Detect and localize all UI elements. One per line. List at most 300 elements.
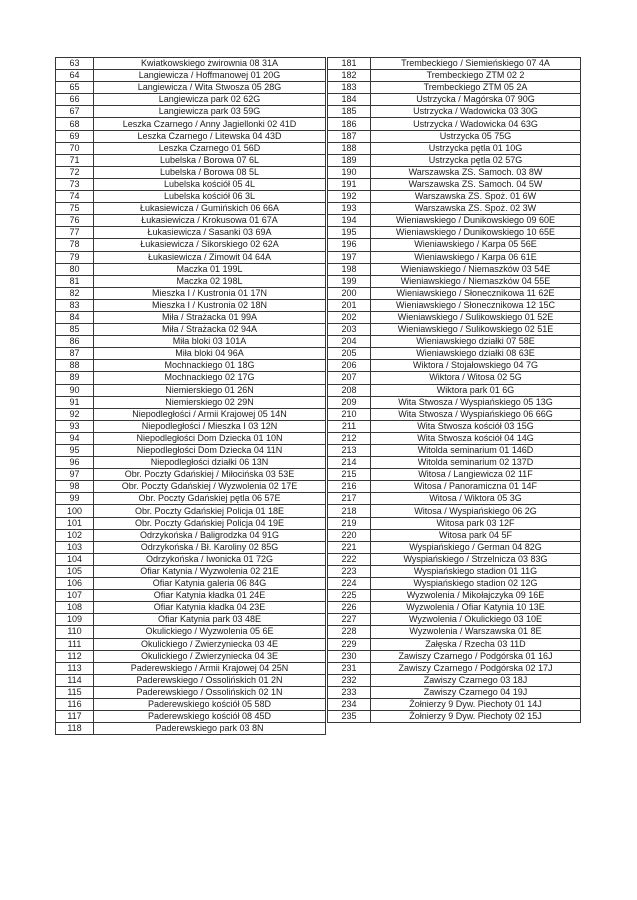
table-row <box>328 420 581 432</box>
stop-name-cell: Lubelska / Borowa 07 6L <box>94 154 326 166</box>
stop-name-cell: Witosa / Langiewicza 02 11F <box>371 469 581 481</box>
stop-number-cell: 63 <box>56 58 94 70</box>
stop-name-cell: Wieniawskiego / Karpa 06 61E <box>371 251 581 263</box>
table-row <box>328 311 581 323</box>
stop-number-cell: 235 <box>328 711 371 723</box>
table-row <box>328 614 581 626</box>
table-row <box>328 396 581 408</box>
stop-name-cell: Wieniawskiego / Niemaszków 04 55E <box>371 275 581 287</box>
stop-number-cell: 222 <box>328 553 371 565</box>
table-row <box>56 154 326 166</box>
table-row <box>328 602 581 614</box>
stop-number-cell: 190 <box>328 166 371 178</box>
stop-name-cell: Miła bloki 03 101A <box>94 336 326 348</box>
stop-number-cell: 209 <box>328 396 371 408</box>
stop-name-cell: Maczka 01 199L <box>94 263 326 275</box>
stop-name-cell: Niepodległości Dom Dziecka 01 10N <box>94 432 326 444</box>
table-row <box>56 638 326 650</box>
stop-name-cell: Zawiszy Czarnego 03 18J <box>371 674 581 686</box>
stop-name-cell: Wieniawskiego / Karpa 05 56E <box>371 239 581 251</box>
stop-name-cell: Niemierskiego 01 26N <box>94 384 326 396</box>
stop-name-cell: Witosa park 03 12F <box>371 517 581 529</box>
stop-name-cell: Niemierskiego 02 29N <box>94 396 326 408</box>
stop-name-cell: Wyzwolenia / Ofiar Katynia 10 13E <box>371 602 581 614</box>
stop-number-cell: 78 <box>56 239 94 251</box>
stop-name-cell: Paderewskiego kościół 05 58D <box>94 698 326 710</box>
stop-number-cell: 91 <box>56 396 94 408</box>
stop-name-cell: Żołnierzy 9 Dyw. Piechoty 02 15J <box>371 711 581 723</box>
stop-number-cell: 217 <box>328 493 371 505</box>
table-row <box>56 420 326 432</box>
stop-name-cell: Żołnierzy 9 Dyw. Piechoty 01 14J <box>371 698 581 710</box>
stop-name-cell: Paderewskiego park 03 8N <box>94 723 326 735</box>
stop-number-cell: 104 <box>56 553 94 565</box>
stop-number-cell: 215 <box>328 469 371 481</box>
stop-name-cell: Witosa / Wiktora 05 3G <box>371 493 581 505</box>
stop-name-cell: Ustrzycka / Wadowicka 03 30G <box>371 106 581 118</box>
stop-number-cell: 84 <box>56 311 94 323</box>
table-row <box>56 529 326 541</box>
table-row <box>328 372 581 384</box>
stop-name-cell: Witosa / Panoramiczna 01 14F <box>371 481 581 493</box>
stop-name-cell: Wyspiańskiego stadion 02 12G <box>371 578 581 590</box>
stop-number-cell: 82 <box>56 287 94 299</box>
stop-number-cell: 200 <box>328 287 371 299</box>
stop-number-cell: 80 <box>56 263 94 275</box>
stop-name-cell: Wita Stwosza / Wyspiańskiego 06 66G <box>371 408 581 420</box>
stop-name-cell: Łukasiewicza / Sasanki 03 69A <box>94 227 326 239</box>
table-row <box>328 432 581 444</box>
stop-number-cell: 201 <box>328 299 371 311</box>
table-row <box>328 408 581 420</box>
table-row <box>328 457 581 469</box>
stop-name-cell: Paderewskiego / Ossolińskich 02 1N <box>94 686 326 698</box>
stop-name-cell: Ustrzycka / Wadowicka 04 63G <box>371 118 581 130</box>
stop-name-cell: Paderewskiego kościół 08 45D <box>94 711 326 723</box>
table-row <box>328 203 581 215</box>
stop-number-cell: 233 <box>328 686 371 698</box>
stop-number-cell: 188 <box>328 142 371 154</box>
stop-number-cell: 204 <box>328 336 371 348</box>
table-row <box>56 553 326 565</box>
stop-number-cell: 90 <box>56 384 94 396</box>
stop-number-cell: 234 <box>328 698 371 710</box>
table-row <box>328 118 581 130</box>
stop-name-cell: Wiktora / Witosa 02 5G <box>371 372 581 384</box>
stop-name-cell: Ustrzycka 05 75G <box>371 130 581 142</box>
stop-number-cell: 189 <box>328 154 371 166</box>
stop-name-cell: Łukasiewicza / Gumińskich 06 66A <box>94 203 326 215</box>
table-row <box>56 299 326 311</box>
table-row <box>56 686 326 698</box>
table-row <box>56 191 326 203</box>
stop-number-cell: 103 <box>56 541 94 553</box>
stop-name-cell: Łukasiewicza / Sikorskiego 02 62A <box>94 239 326 251</box>
stop-number-cell: 198 <box>328 263 371 275</box>
table-row <box>328 565 581 577</box>
stop-number-cell: 184 <box>328 94 371 106</box>
table-row <box>328 348 581 360</box>
stop-number-cell: 101 <box>56 517 94 529</box>
stop-number-cell: 72 <box>56 166 94 178</box>
stop-name-cell: Langiewicza / Hoffmanowej 01 20G <box>94 70 326 82</box>
table-row <box>56 541 326 553</box>
table-row <box>328 481 581 493</box>
table-row <box>328 541 581 553</box>
table-row <box>56 360 326 372</box>
stop-number-cell: 206 <box>328 360 371 372</box>
stop-number-cell: 181 <box>328 58 371 70</box>
table-row <box>328 336 581 348</box>
table-row <box>56 650 326 662</box>
stop-number-cell: 66 <box>56 94 94 106</box>
stop-name-cell: Obr. Poczty Gdańskiej Policja 01 18E <box>94 505 326 517</box>
table-row <box>56 457 326 469</box>
stop-number-cell: 231 <box>328 662 371 674</box>
stop-number-cell: 228 <box>328 626 371 638</box>
stop-name-cell: Wyzwolenia / Okulickiego 03 10E <box>371 614 581 626</box>
stop-name-cell: Obr. Poczty Gdańskiej / Wyzwolenia 02 17E <box>94 481 326 493</box>
stop-name-cell: Langiewicza park 03 59G <box>94 106 326 118</box>
stop-number-cell: 192 <box>328 191 371 203</box>
table-row <box>328 70 581 82</box>
stop-number-cell: 218 <box>328 505 371 517</box>
stop-name-cell: Langiewicza / Wita Stwosza 05 28G <box>94 82 326 94</box>
table-row <box>56 263 326 275</box>
table-row <box>328 638 581 650</box>
stop-name-cell: Okulickiego / Zwierzyniecka 03 4E <box>94 638 326 650</box>
stop-name-cell: Wyzwolenia / Mikołajczyka 09 16E <box>371 590 581 602</box>
stop-number-cell: 79 <box>56 251 94 263</box>
stop-number-cell: 100 <box>56 505 94 517</box>
stop-name-cell: Zawiszy Czarnego / Podgórska 02 17J <box>371 662 581 674</box>
table-row <box>328 674 581 686</box>
table-row <box>56 578 326 590</box>
table-row <box>328 94 581 106</box>
stop-name-cell: Mieszka I / Kustronia 02 18N <box>94 299 326 311</box>
table-row <box>328 324 581 336</box>
table-row <box>56 698 326 710</box>
stop-number-cell: 199 <box>328 275 371 287</box>
table-row <box>328 505 581 517</box>
stop-number-cell: 115 <box>56 686 94 698</box>
stop-name-cell: Miła / Strażacka 01 99A <box>94 311 326 323</box>
table-row <box>56 602 326 614</box>
stop-number-cell: 83 <box>56 299 94 311</box>
stop-number-cell: 69 <box>56 130 94 142</box>
table-row <box>56 215 326 227</box>
stop-name-cell: Niepodległości / Armii Krajowej 05 14N <box>94 408 326 420</box>
table-row <box>56 505 326 517</box>
table-row <box>328 251 581 263</box>
table-row <box>328 299 581 311</box>
stop-name-cell: Trembeckiego ZTM 05 2A <box>371 82 581 94</box>
stop-number-cell: 185 <box>328 106 371 118</box>
stop-number-cell: 68 <box>56 118 94 130</box>
table-row <box>328 493 581 505</box>
table-row <box>328 711 581 723</box>
table-row <box>56 70 326 82</box>
stop-number-cell: 216 <box>328 481 371 493</box>
stop-name-cell: Okulickiego / Wyzwolenia 05 6E <box>94 626 326 638</box>
stop-name-cell: Trembeckiego / Siemieńskiego 07 4A <box>371 58 581 70</box>
table-row <box>328 650 581 662</box>
table-row <box>56 118 326 130</box>
stop-name-cell: Ofiar Katynia / Wyzwolenia 02 21E <box>94 565 326 577</box>
table-row <box>56 384 326 396</box>
stop-name-cell: Wieniawskiego / Słonecznikowa 11 62E <box>371 287 581 299</box>
table-row <box>56 251 326 263</box>
stop-number-cell: 186 <box>328 118 371 130</box>
table-row <box>56 590 326 602</box>
stop-name-cell: Wyzwolenia / Warszawska 01 8E <box>371 626 581 638</box>
stop-name-cell: Wieniawskiego / Słonecznikowa 12 15C <box>371 299 581 311</box>
stop-number-cell: 71 <box>56 154 94 166</box>
stop-number-cell: 85 <box>56 324 94 336</box>
table-row <box>56 517 326 529</box>
table-row <box>56 130 326 142</box>
stop-name-cell: Obr. Poczty Gdańskiej / Miłocińska 03 53E <box>94 469 326 481</box>
stop-name-cell: Wita Stwosza kościół 04 14G <box>371 432 581 444</box>
stop-number-cell: 105 <box>56 565 94 577</box>
stop-name-cell: Wieniawskiego / Niemaszków 03 54E <box>371 263 581 275</box>
stop-name-cell: Langiewicza park 02 62G <box>94 94 326 106</box>
table-row <box>56 711 326 723</box>
table-row <box>56 469 326 481</box>
stop-name-cell: Zawiszy Czarnego / Podgórska 01 16J <box>371 650 581 662</box>
stop-name-cell: Wieniawskiego / Dunikowskiego 09 60E <box>371 215 581 227</box>
stop-name-cell: Ofiar Katynia kładka 04 23E <box>94 602 326 614</box>
stop-name-cell: Niepodległości działki 06 13N <box>94 457 326 469</box>
table-row <box>56 348 326 360</box>
table-row <box>56 445 326 457</box>
stop-name-cell: Witosa / Wyspiańskiego 06 2G <box>371 505 581 517</box>
table-row <box>56 239 326 251</box>
stop-number-cell: 76 <box>56 215 94 227</box>
table-row <box>328 142 581 154</box>
stop-name-cell: Odrzykońska / Iwonicka 01 72G <box>94 553 326 565</box>
stop-name-cell: Wyspiańskiego stadion 01 11G <box>371 565 581 577</box>
stop-number-cell: 116 <box>56 698 94 710</box>
table-row <box>328 215 581 227</box>
table-row <box>56 432 326 444</box>
stop-number-cell: 224 <box>328 578 371 590</box>
stop-number-cell: 74 <box>56 191 94 203</box>
stop-name-cell: Wieniawskiego działki 07 58E <box>371 336 581 348</box>
stop-name-cell: Warszawska ZS. Samoch. 03 8W <box>371 166 581 178</box>
stop-number-cell: 117 <box>56 711 94 723</box>
stop-number-cell: 114 <box>56 674 94 686</box>
stop-name-cell: Mieszka I / Kustronia 01 17N <box>94 287 326 299</box>
table-row <box>56 324 326 336</box>
stop-number-cell: 107 <box>56 590 94 602</box>
stop-name-cell: Witolda seminarium 02 137D <box>371 457 581 469</box>
table-row <box>56 408 326 420</box>
table-row <box>56 626 326 638</box>
stop-name-cell: Lubelska / Borowa 08 5L <box>94 166 326 178</box>
stop-name-cell: Mochnackiego 01 18G <box>94 360 326 372</box>
stop-name-cell: Okulickiego / Zwierzyniecka 04 3E <box>94 650 326 662</box>
stops-table-right-body <box>328 58 581 723</box>
stop-name-cell: Obr. Poczty Gdańskiej pętla 06 57E <box>94 493 326 505</box>
stops-table-left-body <box>56 58 326 735</box>
table-row <box>328 469 581 481</box>
stop-number-cell: 87 <box>56 348 94 360</box>
stop-name-cell: Zawiszy Czarnego 04 19J <box>371 686 581 698</box>
table-row <box>56 493 326 505</box>
stop-name-cell: Maczka 02 198L <box>94 275 326 287</box>
stop-name-cell: Niepodległości Dom Dziecka 04 11N <box>94 445 326 457</box>
stops-table-left <box>55 57 326 735</box>
table-row <box>328 384 581 396</box>
stop-number-cell: 214 <box>328 457 371 469</box>
stop-name-cell: Kwiatkowskiego żwirownia 08 31A <box>94 58 326 70</box>
stop-number-cell: 65 <box>56 82 94 94</box>
stop-number-cell: 92 <box>56 408 94 420</box>
table-row <box>56 311 326 323</box>
stop-name-cell: Wieniawskiego / Sulikowskiego 01 52E <box>371 311 581 323</box>
stop-name-cell: Wiktora park 01 6G <box>371 384 581 396</box>
stop-number-cell: 197 <box>328 251 371 263</box>
table-row <box>328 58 581 70</box>
stop-name-cell: Łukasiewicza / Zimowit 04 64A <box>94 251 326 263</box>
stop-number-cell: 220 <box>328 529 371 541</box>
stop-number-cell: 73 <box>56 178 94 190</box>
stop-number-cell: 230 <box>328 650 371 662</box>
stop-number-cell: 112 <box>56 650 94 662</box>
stop-name-cell: Lubelska kościół 06 3L <box>94 191 326 203</box>
stop-number-cell: 86 <box>56 336 94 348</box>
stop-name-cell: Paderewskiego / Ossolińskich 01 2N <box>94 674 326 686</box>
table-row <box>328 154 581 166</box>
table-row <box>328 227 581 239</box>
table-row <box>328 191 581 203</box>
stop-number-cell: 183 <box>328 82 371 94</box>
table-row <box>56 372 326 384</box>
stop-number-cell: 88 <box>56 360 94 372</box>
stop-number-cell: 229 <box>328 638 371 650</box>
table-row <box>328 662 581 674</box>
stop-number-cell: 70 <box>56 142 94 154</box>
table-row <box>56 396 326 408</box>
table-row <box>328 263 581 275</box>
stop-number-cell: 211 <box>328 420 371 432</box>
table-row <box>328 275 581 287</box>
stop-name-cell: Leszka Czarnego / Anny Jagiellonki 02 41D <box>94 118 326 130</box>
table-row <box>56 287 326 299</box>
stop-name-cell: Ustrzycka pętla 02 57G <box>371 154 581 166</box>
table-row <box>56 106 326 118</box>
stop-number-cell: 102 <box>56 529 94 541</box>
stop-number-cell: 97 <box>56 469 94 481</box>
table-row <box>56 58 326 70</box>
stop-name-cell: Obr. Poczty Gdańskiej Policja 04 19E <box>94 517 326 529</box>
stop-number-cell: 111 <box>56 638 94 650</box>
stop-name-cell: Warszawska ZS. Spoż. 01 6W <box>371 191 581 203</box>
stop-number-cell: 202 <box>328 311 371 323</box>
stops-table-right <box>327 57 581 723</box>
stop-name-cell: Warszawska ZS. Spoż. 02 3W <box>371 203 581 215</box>
stop-number-cell: 77 <box>56 227 94 239</box>
table-row <box>328 287 581 299</box>
table-row <box>56 94 326 106</box>
stop-number-cell: 93 <box>56 420 94 432</box>
stop-name-cell: Miła bloki 04 96A <box>94 348 326 360</box>
stop-number-cell: 182 <box>328 70 371 82</box>
stop-name-cell: Wieniawskiego działki 08 63E <box>371 348 581 360</box>
stop-number-cell: 208 <box>328 384 371 396</box>
table-row <box>328 82 581 94</box>
stop-number-cell: 219 <box>328 517 371 529</box>
table-row <box>328 130 581 142</box>
stop-number-cell: 118 <box>56 723 94 735</box>
table-row <box>56 481 326 493</box>
stop-number-cell: 210 <box>328 408 371 420</box>
stop-name-cell: Mochnackiego 02 17G <box>94 372 326 384</box>
table-row <box>328 166 581 178</box>
stop-name-cell: Ofiar Katynia park 03 48E <box>94 614 326 626</box>
stop-number-cell: 94 <box>56 432 94 444</box>
stop-name-cell: Trembeckiego ZTM 02 2 <box>371 70 581 82</box>
table-row <box>328 590 581 602</box>
stop-number-cell: 223 <box>328 565 371 577</box>
stop-number-cell: 212 <box>328 432 371 444</box>
table-row <box>56 662 326 674</box>
stop-number-cell: 67 <box>56 106 94 118</box>
stop-name-cell: Niepodległości / Mieszka I 03 12N <box>94 420 326 432</box>
stop-number-cell: 221 <box>328 541 371 553</box>
stop-name-cell: Wiktora / Stojałowskiego 04 7G <box>371 360 581 372</box>
stop-name-cell: Ustrzycka / Magórska 07 90G <box>371 94 581 106</box>
stop-number-cell: 196 <box>328 239 371 251</box>
stop-number-cell: 194 <box>328 215 371 227</box>
stop-number-cell: 95 <box>56 445 94 457</box>
table-row <box>328 360 581 372</box>
stop-name-cell: Witolda seminarium 01 146D <box>371 445 581 457</box>
stop-name-cell: Ofiar Katynia galeria 06 84G <box>94 578 326 590</box>
stop-number-cell: 96 <box>56 457 94 469</box>
stop-name-cell: Ofiar Katynia kładka 01 24E <box>94 590 326 602</box>
table-row <box>328 239 581 251</box>
stop-number-cell: 108 <box>56 602 94 614</box>
stop-name-cell: Łukasiewicza / Krokusowa 01 67A <box>94 215 326 227</box>
stop-number-cell: 98 <box>56 481 94 493</box>
table-row <box>328 529 581 541</box>
stop-number-cell: 191 <box>328 178 371 190</box>
table-row <box>56 614 326 626</box>
stop-name-cell: Wyspiańskiego / Strzelnicza 03 83G <box>371 553 581 565</box>
table-row <box>56 275 326 287</box>
stop-number-cell: 109 <box>56 614 94 626</box>
table-row <box>56 142 326 154</box>
stop-name-cell: Witosa park 04 5F <box>371 529 581 541</box>
table-row <box>56 82 326 94</box>
stop-name-cell: Lubelska kościół 05 4L <box>94 178 326 190</box>
stop-number-cell: 187 <box>328 130 371 142</box>
table-row <box>56 178 326 190</box>
stop-number-cell: 226 <box>328 602 371 614</box>
stop-number-cell: 225 <box>328 590 371 602</box>
table-row <box>56 166 326 178</box>
stop-number-cell: 99 <box>56 493 94 505</box>
stop-name-cell: Wyspiańskiego / German 04 82G <box>371 541 581 553</box>
table-row <box>328 626 581 638</box>
stop-name-cell: Miła / Strażacka 02 94A <box>94 324 326 336</box>
stop-name-cell: Ustrzycka pętla 01 10G <box>371 142 581 154</box>
stop-number-cell: 213 <box>328 445 371 457</box>
stop-number-cell: 193 <box>328 203 371 215</box>
stop-number-cell: 205 <box>328 348 371 360</box>
